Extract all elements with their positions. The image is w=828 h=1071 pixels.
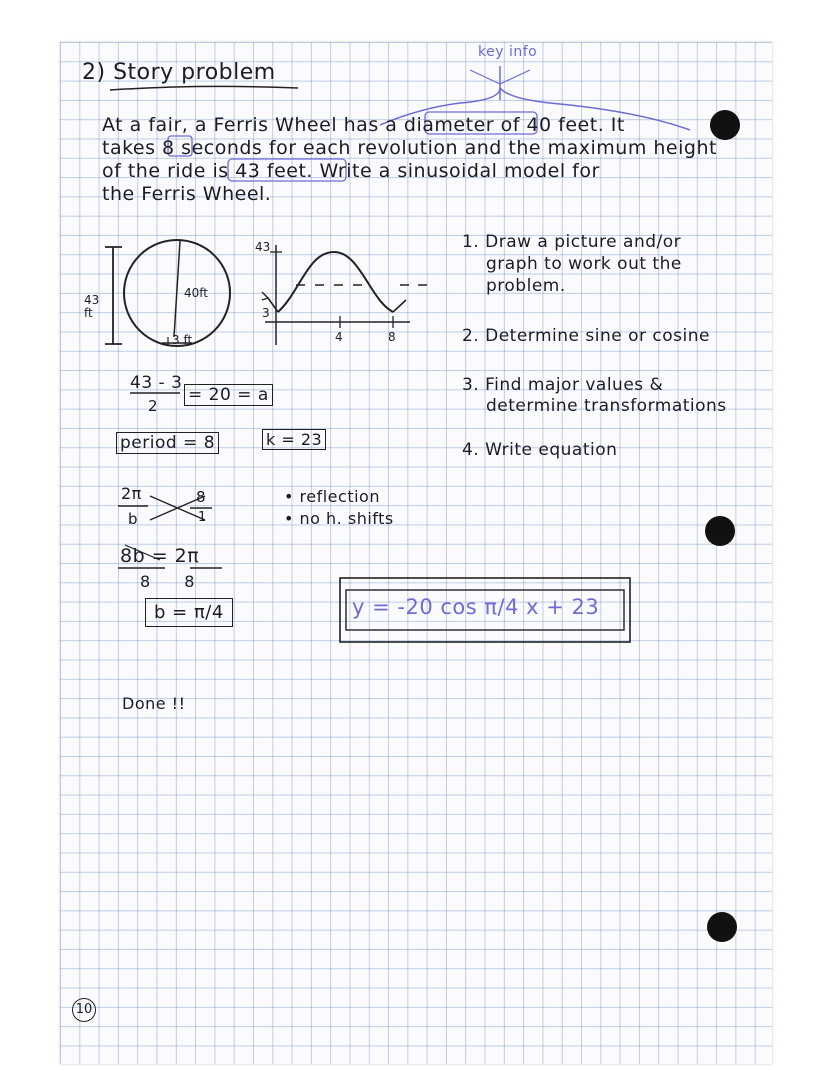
problem-line-1: At a fair, a Ferris Wheel has a diameter of 40 feet. It xyxy=(102,114,625,136)
graph-max-label: 43 xyxy=(255,240,271,254)
problem-line-2: takes 8 seconds for each revolution and the maximum height xyxy=(102,137,717,159)
b-result: b = π/4 xyxy=(145,598,233,627)
amplitude-numerator: 43 - 3 xyxy=(130,373,183,393)
graph-x-label-8: 8 xyxy=(388,330,396,344)
amplitude-denominator: 2 xyxy=(148,397,159,415)
step-4: 4. Write equation xyxy=(462,440,618,460)
done-note: Done !! xyxy=(122,694,186,713)
page-title: 2) Story problem xyxy=(82,60,276,85)
final-equation: y = -20 cos π/4 x + 23 xyxy=(352,595,600,619)
problem-line-4: the Ferris Wheel. xyxy=(102,183,272,205)
page-number: 10 xyxy=(72,998,96,1022)
cross-left-top: 2π xyxy=(121,484,142,503)
cross-right-bottom: 1 xyxy=(198,510,207,525)
step-1-line-3: problem. xyxy=(486,276,566,296)
ground-label: 3 ft xyxy=(172,333,193,347)
graph-min-label: 3 xyxy=(262,306,270,320)
b-equation-denominators: 8 8 xyxy=(140,572,195,591)
problem-line-3: of the ride is 43 feet. Write a sinusoidal model for xyxy=(102,160,600,182)
cross-right-top: 8 xyxy=(196,488,207,506)
b-equation: 8b = 2π xyxy=(120,545,200,567)
graph-x-label-4: 4 xyxy=(335,330,343,344)
note-reflection: • reflection xyxy=(284,487,380,506)
step-1-line-2: graph to work out the xyxy=(486,254,682,274)
note-no-shift: • no h. shifts xyxy=(284,509,394,528)
midline-result: k = 23 xyxy=(262,429,326,450)
height-label: 43 ft xyxy=(84,293,100,320)
step-3-line-2: determine transformations xyxy=(486,396,727,416)
step-3-line-1: 3. Find major values & xyxy=(462,375,664,395)
step-1-line-1: 1. Draw a picture and/or xyxy=(462,232,682,252)
cross-left-bottom: b xyxy=(128,510,139,528)
diameter-label: 40ft xyxy=(184,286,208,300)
key-info-annotation: key info xyxy=(478,44,538,60)
period-result: period = 8 xyxy=(116,432,219,454)
amplitude-result: = 20 = a xyxy=(184,384,273,406)
step-2: 2. Determine sine or cosine xyxy=(462,326,710,346)
